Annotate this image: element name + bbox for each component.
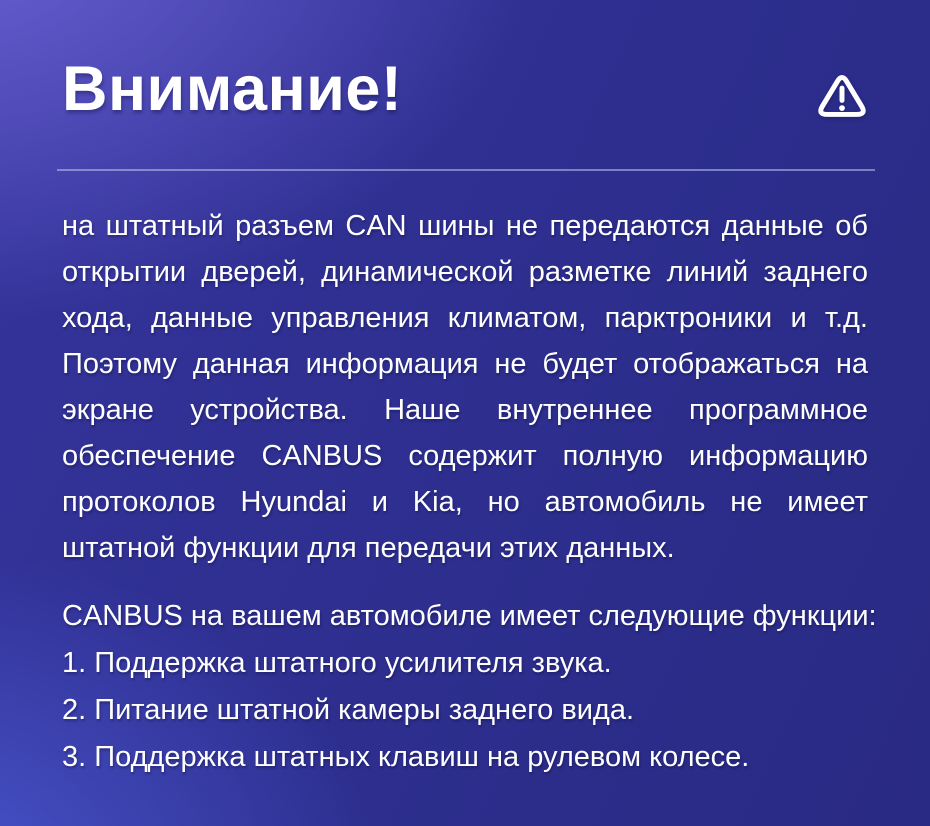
page-title: Внимание! [62, 54, 403, 124]
poster-header [62, 54, 871, 126]
warning-triangle-icon [813, 68, 871, 126]
features-block [62, 593, 882, 781]
feature-item: 1. Поддержка штатного усилителя звука. [62, 647, 612, 679]
intro-paragraph: на штатный разъем CAN шины не передаются данные об открытии дверей, динамической разметке линий заднего хода, данные управления климатом, парктроники и т.д. Поэтому данная информация не будет отображаться на экране устройства. Наше внутреннее программное обеспечение CANBUS содержит полную информацию протоколов Hyundai и Kia, но автомобиль не имеет штатной функции для передачи этих данных. [62, 210, 868, 564]
features-heading: CANBUS на вашем автомобиле имеет следующие функции: [62, 600, 877, 632]
feature-item: 3. Поддержка штатных клавиш на рулевом колесе. [62, 741, 750, 773]
feature-item: 2. Питание штатной камеры заднего вида. [62, 694, 635, 726]
divider [57, 169, 875, 171]
